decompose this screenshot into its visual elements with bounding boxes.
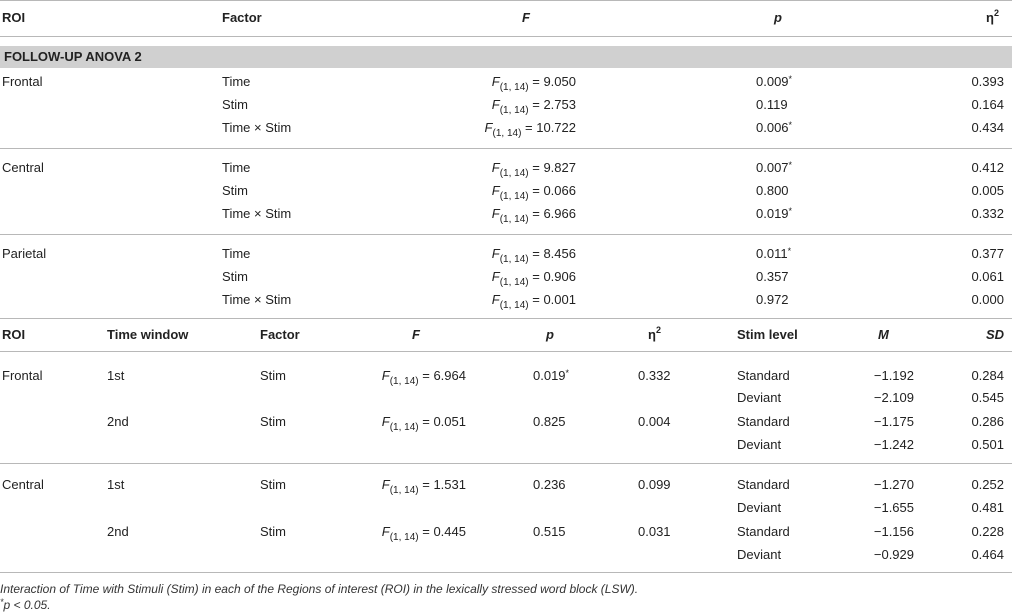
f-value: = 8.456 [532,246,576,261]
p-value [756,269,789,286]
eta-value: 0.412 [971,160,1004,175]
factor-label: Stim [260,477,286,492]
t2-header-window: Time window [107,327,189,342]
f-symbol: F [491,183,500,198]
factor-label: Stim [260,368,286,383]
sd-value: 0.284 [971,368,1004,383]
f-df: (1, 14) [499,82,529,93]
f-df: (1, 14) [389,532,419,543]
f-df: (1, 14) [499,300,529,311]
time-window-label: 1st [107,477,125,492]
t2-header-rule [0,351,1012,352]
eta-value: 0.434 [971,120,1004,135]
f-value: = 1.531 [422,477,466,492]
p-number: 0.019 [533,368,566,383]
eta-value: 0.004 [638,414,671,429]
f-symbol: F [484,120,493,135]
stim-level-label: Standard [737,368,790,383]
sig-mark: * [787,246,792,256]
table-bottom-rule [0,572,1012,573]
p-number: 0.007 [756,160,789,175]
p-number: 0.800 [756,183,789,198]
roi-label: Central [2,160,44,175]
sd-value: 0.501 [971,437,1004,452]
p-number: 0.011 [756,246,788,261]
t2-header-eta: $\eta^2$ [648,325,661,342]
f-symbol: F [491,292,500,307]
stim-level-label: Deviant [737,547,782,562]
sig-mark: * [788,206,793,216]
group-rule [0,148,1012,149]
p-value [756,97,788,114]
f-statistic [382,524,466,542]
f-statistic [492,292,576,310]
mean-value: −1.270 [873,477,914,492]
sd-value: 0.545 [971,390,1004,405]
f-statistic [492,206,576,224]
time-window-label: 2nd [107,414,129,429]
f-value: = 2.753 [532,97,576,112]
factor-label: Stim [260,414,286,429]
p-number: 0.357 [756,269,789,284]
f-value: = 6.966 [532,206,576,221]
p-value [756,246,791,263]
group-rule [0,234,1012,235]
mean-value: −1.242 [873,437,914,452]
f-symbol: F [491,97,500,112]
f-symbol: F [381,524,390,539]
eta-value: 0.031 [638,524,671,539]
f-value: = 6.964 [422,368,466,383]
f-value: = 10.722 [525,120,576,135]
f-value: = 0.001 [532,292,576,307]
f-statistic [492,160,576,178]
section-band [0,46,1012,68]
eta-value: 0.164 [971,97,1004,112]
p-value [756,206,792,223]
sd-value: 0.286 [971,414,1004,429]
f-symbol: F [491,206,500,221]
factor-label: Stim [260,524,286,539]
p-number: 0.515 [533,524,566,539]
p-number: 0.006 [756,120,789,135]
time-window-label: 1st [107,368,125,383]
p-number: 0.972 [756,292,789,307]
t1-header-factor: Factor [222,10,262,25]
mean-value: −1.175 [873,414,914,429]
factor-label: Stim [222,97,248,112]
t2-header-sd: SD [986,327,1005,342]
mean-value: −2.109 [873,390,914,405]
f-statistic [485,120,576,138]
f-statistic [492,183,576,201]
f-symbol: F [381,414,390,429]
f-df: (1, 14) [389,485,419,496]
eta-value: 0.099 [638,477,671,492]
sd-value: 0.252 [971,477,1004,492]
f-df: (1, 14) [499,277,529,288]
f-symbol: F [381,477,390,492]
t2-header-factor: Factor [260,327,300,342]
f-df: (1, 14) [499,254,529,265]
table2-top-rule [0,318,1012,319]
t2-header-level: Stim level [737,327,798,342]
f-df: (1, 14) [499,191,529,202]
p-value [756,183,789,200]
section-title: FOLLOW-UP ANOVA 2 [4,49,142,64]
eta-value: 0.005 [971,183,1004,198]
stim-level-label: Deviant [737,437,782,452]
t2-header-p: p [546,327,554,342]
f-value: = 0.066 [532,183,576,198]
p-value [533,477,566,494]
f-statistic [492,97,576,115]
sig-mark: * [788,120,793,130]
mean-value: −1.655 [873,500,914,515]
sd-value: 0.481 [971,500,1004,515]
factor-label: Time [222,246,251,261]
t1-header-rule [0,36,1012,37]
t1-header-eta: $\eta^2$ [986,8,999,25]
f-df: (1, 14) [499,168,529,179]
stim-level-label: Standard [737,524,790,539]
f-symbol: F [491,246,500,261]
p-number: 0.009 [756,74,789,89]
p-number: 0.119 [756,97,788,112]
f-statistic [492,246,576,264]
table1-top-rule [0,0,1012,1]
f-value: = 9.050 [532,74,576,89]
roi-label: Frontal [2,368,43,383]
eta-value: 0.332 [971,206,1004,221]
f-symbol: F [491,74,500,89]
f-statistic [382,477,466,495]
sd-value: 0.464 [971,547,1004,562]
stim-level-label: Deviant [737,500,782,515]
eta-value: 0.000 [971,292,1004,307]
f-df: (1, 14) [389,422,419,433]
mean-value: −0.929 [873,547,914,562]
f-df: (1, 14) [492,128,522,139]
eta-value: 0.377 [971,246,1004,261]
f-df: (1, 14) [389,376,419,387]
factor-label: Time [222,74,251,89]
f-statistic [382,368,466,386]
f-symbol: F [491,160,500,175]
sd-value: 0.228 [971,524,1004,539]
footnote-significance: *p < 0.05. [0,597,51,612]
t2-header-m: M [878,327,889,342]
p-number: 0.236 [533,477,566,492]
p-value [533,414,566,431]
p-value [756,292,789,309]
f-statistic [492,269,576,287]
p-value [756,74,792,91]
roi-label: Frontal [2,74,43,89]
f-statistic [492,74,576,92]
mean-value: −1.192 [873,368,914,383]
f-df: (1, 14) [499,105,529,116]
p-value [756,160,792,177]
stim-level-label: Standard [737,414,790,429]
footnote-caption: Interaction of Time with Stimuli (Stim) in each of the Regions of interest (ROI) in the lexically stressed word block (LSW). [0,582,639,596]
t1-header-roi: ROI [2,10,26,25]
p-number: 0.825 [533,414,566,429]
factor-label: Time × Stim [222,292,292,307]
sig-mark: * [788,160,793,170]
group-rule [0,463,1012,464]
p-number: 0.019 [756,206,789,221]
stim-level-label: Deviant [737,390,782,405]
f-symbol: F [381,368,390,383]
stim-level-label: Standard [737,477,790,492]
roi-label: Parietal [2,246,47,261]
f-value: = 0.906 [532,269,576,284]
t2-header-f: F [412,327,420,342]
sig-mark: * [565,368,570,378]
t2-header-roi: ROI [2,327,26,342]
sig-mark: * [788,74,793,84]
factor-label: Time [222,160,251,175]
eta-value: 0.393 [971,74,1004,89]
f-statistic [382,414,466,432]
f-df: (1, 14) [499,214,529,225]
f-value: = 0.051 [422,414,466,429]
roi-label: Central [2,477,44,492]
p-value [533,524,566,541]
f-value: = 9.827 [532,160,576,175]
p-value [533,368,569,385]
f-symbol: F [491,269,500,284]
factor-label: Time × Stim [222,206,292,221]
factor-label: Stim [222,183,248,198]
mean-value: −1.156 [873,524,914,539]
eta-value: 0.332 [638,368,671,383]
factor-label: Stim [222,269,248,284]
factor-label: Time × Stim [222,120,292,135]
t1-header-p: p [774,10,782,25]
f-value: = 0.445 [422,524,466,539]
t1-header-f: F [522,10,530,25]
time-window-label: 2nd [107,524,129,539]
eta-value: 0.061 [971,269,1004,284]
p-value [756,120,792,137]
